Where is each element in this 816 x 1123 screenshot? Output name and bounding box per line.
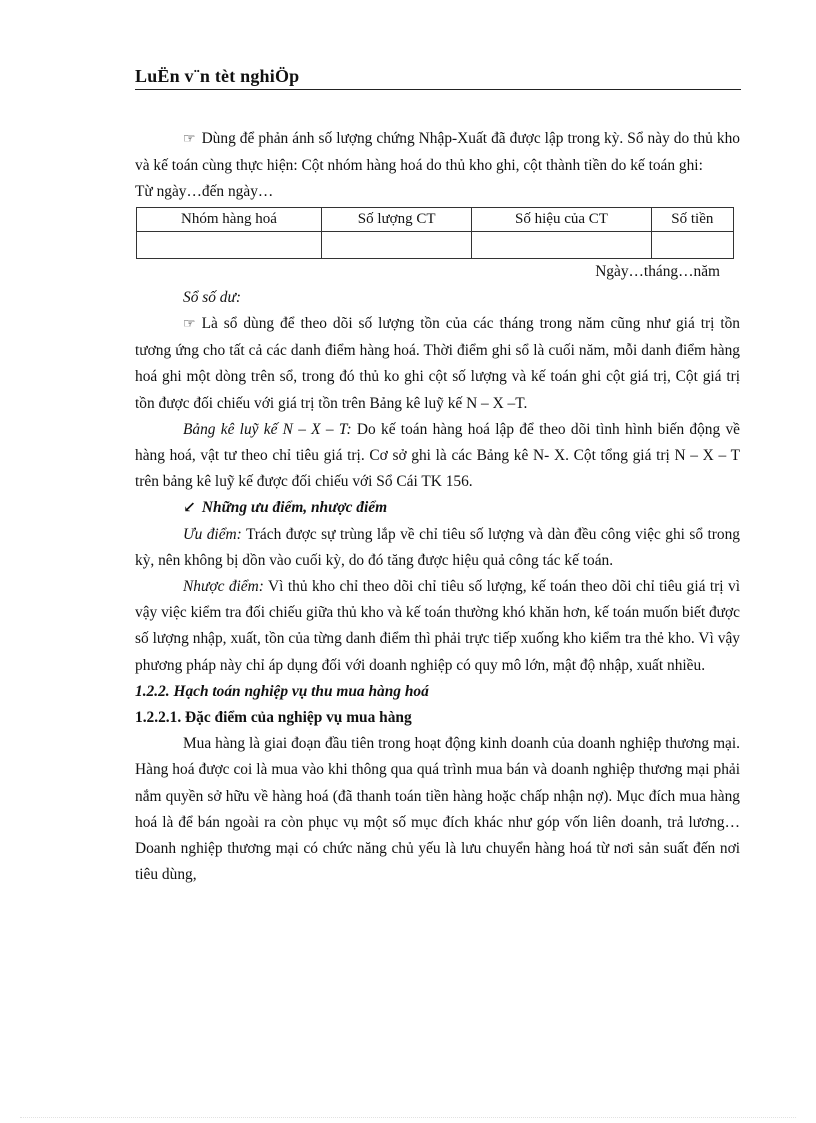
date-line: Ngày…tháng…năm: [595, 262, 720, 280]
disadvantage-label: Nhược điểm:: [183, 578, 264, 596]
paragraph-advantage: [135, 522, 740, 574]
table-cell: [472, 231, 651, 258]
running-header: LuËn v¨n tèt nghiÖp: [135, 66, 741, 90]
table-cell: [651, 231, 733, 258]
pointing-hand-icon: ☞: [183, 132, 196, 147]
paragraph-disadvantage: [135, 574, 740, 679]
table-cell: [321, 231, 471, 258]
heading-1-2-2-1: 1.2.2.1. Đặc điểm của nghiệp vụ mua hàng: [135, 709, 412, 727]
table-cell: [137, 231, 322, 258]
advantage-text: Trách được sự trùng lắp về chỉ tiêu số lượng và dàn đều công việc ghi sổ trong kỳ, nên không bị dồn vào cuối kỳ, do đó tăng được hiệu quả công tác kế toán.: [135, 525, 740, 569]
table-header-cell: Số lượng CT: [321, 207, 471, 231]
bang-ke-label: Bảng kê luỹ kế N – X – T:: [183, 420, 352, 438]
table-header-cell: Số tiền: [651, 207, 733, 231]
body-text: [135, 126, 740, 888]
date-range: Từ ngày…đến ngày…: [135, 183, 274, 201]
section-title-text: Những ưu điểm, nhược điểm: [201, 499, 388, 517]
table-header-cell: Số hiệu của CT: [472, 207, 651, 231]
paragraph-purchase: Mua hàng là giai đoạn đầu tiên trong hoạt động kinh doanh của doanh nghiệp thương mại. Hàng hoá được coi là mua vào khi thông qua quá trình mua bán và doanh nghiệp thương mại phải nắm quyền sở hữu về hàng hoá (đã thanh toán tiền hàng hoặc chấp nhận nợ). Mục đích mua hàng hoá là để bán ngoài ra còn phục vụ một số mục đích khác như góp vốn liên doanh, trả lương…Doanh nghiệp thương mại có chức năng chủ yếu là lưu chuyển hàng hoá từ nơi sản suất đến nơi tiêu dùng,: [135, 735, 740, 884]
table-header-cell: Nhóm hàng hoá: [137, 207, 322, 231]
bang-ke-text: Do kế toán hàng hoá lập để theo dõi tình hình biến động về hàng hoá, vật tư theo chỉ tiêu giá trị. Cơ sở ghi là các Bảng kê N- X. Cột tổng giá trị N – X – T trên bảng kê luỹ kế được đối chiếu với Sổ Cái TK 156.: [135, 420, 740, 491]
page-bottom-divider: [20, 1117, 796, 1118]
voucher-table: [136, 207, 734, 259]
paragraph-so-du: [135, 311, 740, 417]
table-row: [137, 231, 734, 258]
paragraph-usage-text: Dùng để phản ánh số lượng chứng Nhập-Xuất đã được lập trong kỳ. Sổ này do thủ kho và kế toán cùng thực hiện: Cột nhóm hàng hoá do thủ kho ghi, cột thành tiền do kế toán ghi:: [135, 130, 740, 175]
arrow-icon: ↙: [183, 499, 196, 517]
heading-1-2-2: 1.2.2. Hạch toán nghiệp vụ thu mua hàng hoá: [135, 682, 429, 700]
paragraph-bang-ke: [135, 417, 740, 496]
disadvantage-text: Vì thủ kho chỉ theo dõi chỉ tiêu số lượng, kế toán theo dõi chỉ tiêu giá trị vì vậy việc kiểm tra đối chiếu giữa thủ kho và kế toán thường khó khăn hơn, kế toán muốn biết được số lượng nhập, xuất, tồn của từng danh điểm thì phải trực tiếp xuống kho kiểm tra thẻ kho. Vì vậy phương pháp này chỉ áp dụng đối với doanh nghiệp có quy mô lớn, mật độ nhập, xuất nhiều.: [135, 578, 740, 674]
pointing-hand-icon: ☞: [183, 317, 196, 333]
advantage-label: Ưu điểm:: [183, 525, 242, 543]
paragraph-so-du-text: Là sổ dùng để theo dõi số lượng tồn của các tháng trong năm cũng như giá trị tồn tương ứng cho tất cả các danh điểm hàng hoá. Thời điểm ghi sổ là cuối năm, mỗi danh điểm hàng hoá ghi một dòng trên sổ, trong đó thủ ko ghi cột số lượng và kế toán ghi cột giá trị, Cột giá trị tồn được đối chiếu với giá trị tồn trên Bảng kê luỹ kế N – X –T.: [135, 315, 740, 412]
so-du-title: Sổ số dư:: [183, 288, 241, 306]
table-header-row: [137, 207, 734, 231]
paragraph-usage: [135, 126, 740, 179]
section-title: [135, 495, 740, 521]
